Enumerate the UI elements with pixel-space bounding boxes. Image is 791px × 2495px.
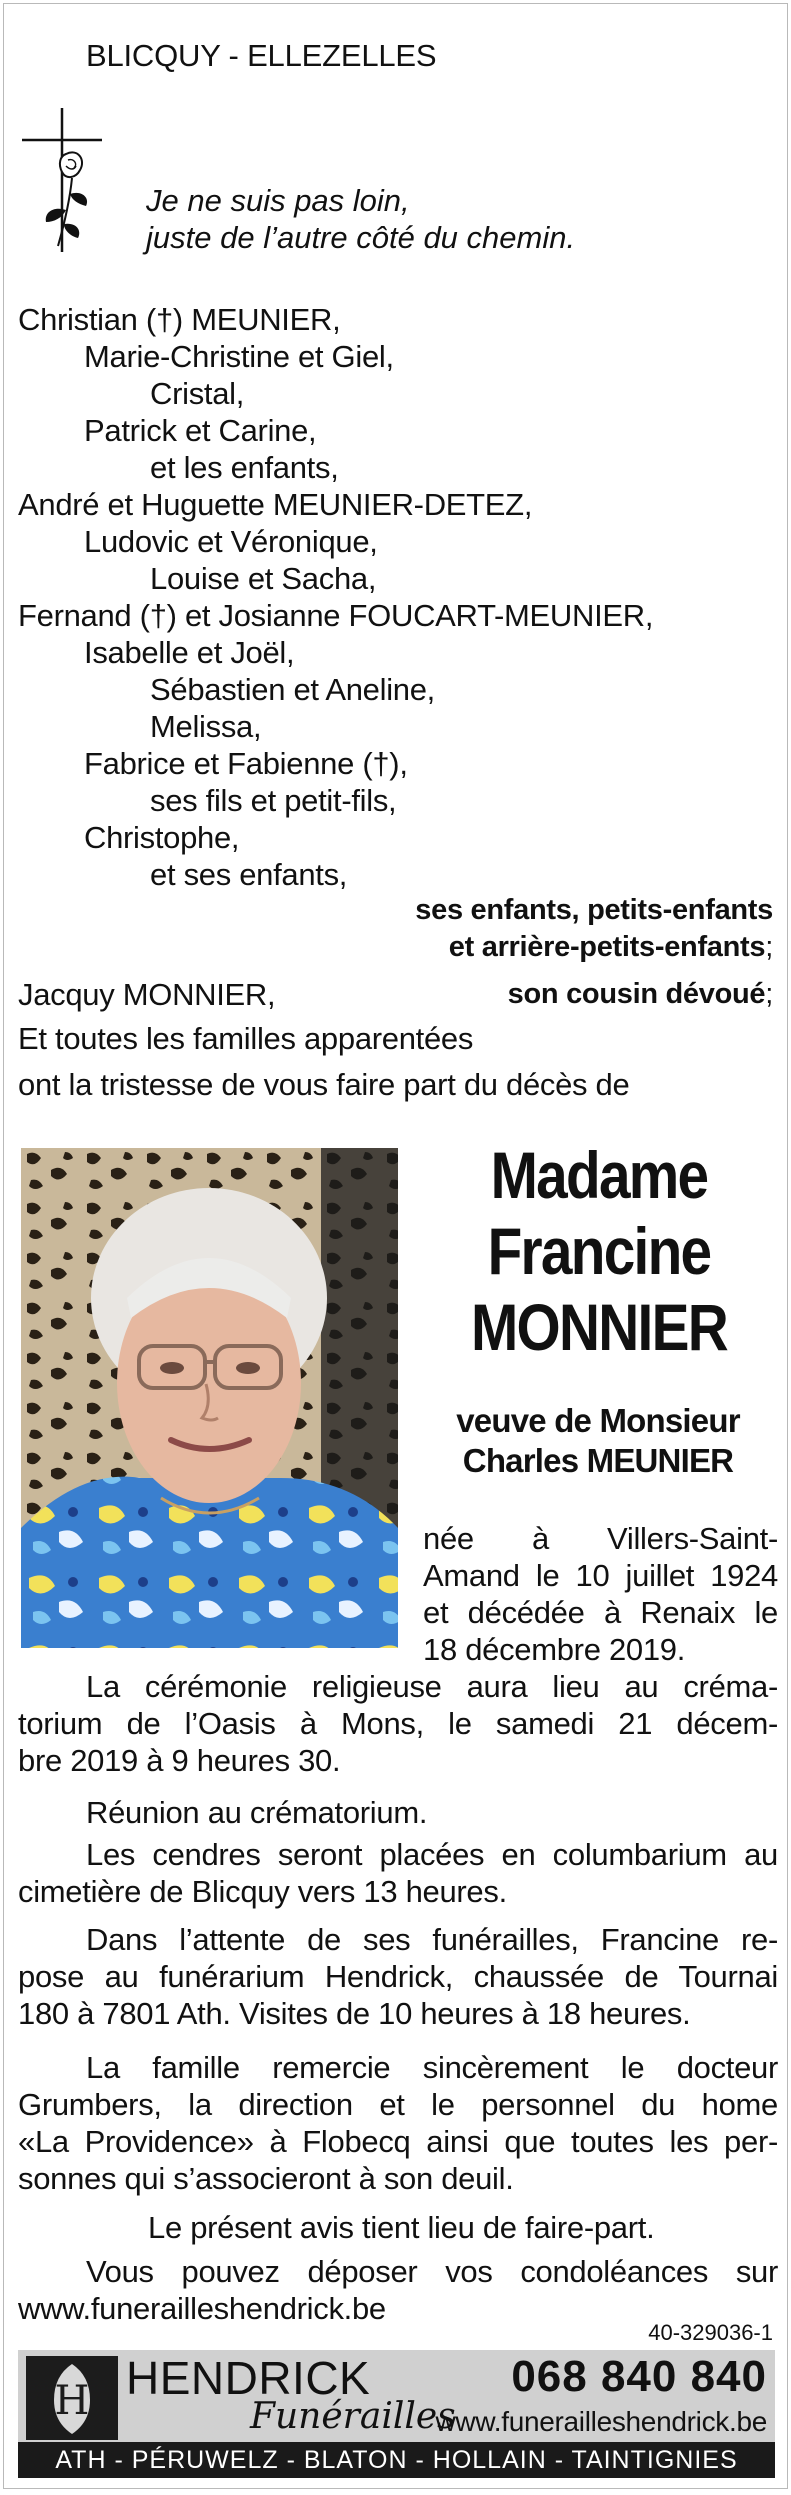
- funeral-home-subtitle: Funérailles: [250, 2396, 456, 2437]
- paragraph-line: Vous pouvez déposer vos condoléances sur: [86, 2254, 778, 2289]
- locality-header: BLICQUY - ELLEZELLES: [86, 38, 437, 73]
- paragraph-line: pose au funérarium Hendrick, chaussée de Tournai: [18, 1959, 778, 1994]
- paragraph-line: Le présent avis tient lieu de faire-part.: [148, 2210, 655, 2245]
- children-label-line-2: [449, 929, 773, 966]
- funeral-home-logo: [26, 2356, 118, 2440]
- funeral-home-name: HENDRICK: [126, 2352, 371, 2404]
- relative-line: André et Huguette MEUNIER-DETEZ,: [18, 487, 533, 522]
- families-line: Et toutes les familles apparentées: [18, 1021, 474, 1056]
- funeral-home-website: www.funerailleshendrick.be: [435, 2406, 767, 2437]
- relative-line: Ludovic et Véronique,: [84, 524, 378, 559]
- children-label-text: et arrière-petits-enfants: [448, 931, 766, 963]
- paragraph-line: Les cendres seront placées en columbarium au: [86, 1837, 778, 1872]
- paragraph-line: «La Providence» à Flobecq ainsi que toutes les per-: [18, 2124, 778, 2159]
- relative-line: Fabrice et Fabienne (†),: [84, 746, 408, 781]
- paragraph-line: La cérémonie religieuse aura lieu au créma-: [86, 1669, 778, 1704]
- cousin-punct: ;: [765, 978, 773, 1010]
- paragraph-line: Dans l’attente de ses funérailles, Francine re-: [86, 1922, 778, 1957]
- paragraph-line: Grumbers, la direction et le personnel du home: [18, 2087, 778, 2122]
- relative-line: Fernand (†) et Josianne FOUCART-MEUNIER,: [18, 598, 654, 633]
- children-label-line-1: ses enfants, petits-enfants: [415, 894, 773, 926]
- cross-rose-icon: [20, 108, 104, 252]
- birth-line: 18 décembre 2019.: [423, 1632, 686, 1667]
- deceased-title: Madame: [490, 1138, 708, 1212]
- paragraph-line: Réunion au crématorium.: [86, 1795, 428, 1830]
- paragraph-line: torium de l’Oasis à Mons, le samedi 21 décem-: [18, 1706, 778, 1741]
- cousin-name: Jacquy MONNIER,: [18, 977, 276, 1012]
- deceased-last-name: MONNIER: [470, 1290, 727, 1364]
- logo-letter: H: [54, 2378, 90, 2424]
- cousin-label: son cousin dévoué: [507, 978, 766, 1010]
- relative-line: Marie-Christine et Giel,: [84, 339, 394, 374]
- deceased-first-name: Francine: [487, 1214, 711, 1288]
- relative-line: Melissa,: [150, 709, 262, 744]
- paragraph-line: cimetière de Blicquy vers 13 heures.: [18, 1874, 507, 1909]
- relative-line: ses fils et petit-fils,: [150, 783, 397, 818]
- paragraph-line: 180 à 7801 Ath. Visites de 10 heures à 18 heures.: [18, 1996, 691, 2031]
- relative-line: Patrick et Carine,: [84, 413, 317, 448]
- paragraph-line: bre 2019 à 9 heures 30.: [18, 1743, 341, 1778]
- funeral-home-phone: 068 840 840: [511, 2352, 767, 2401]
- deceased-portrait: [21, 1148, 398, 1648]
- funeral-home-towns: ATH - PÉRUWELZ - BLATON - HOLLAIN - TAINTIGNIES: [18, 2442, 775, 2478]
- paragraph-line: La famille remercie sincèrement le docteur: [86, 2050, 778, 2085]
- widow-line-1: veuve de Monsieur: [456, 1402, 740, 1439]
- birth-line: née à Villers-Saint-: [423, 1521, 778, 1556]
- relative-line: Isabelle et Joël,: [84, 635, 295, 670]
- birth-line: et décédée à Renaix le: [423, 1595, 778, 1630]
- quote-line: Je ne suis pas loin,: [146, 183, 410, 218]
- relative-line: Sébastien et Aneline,: [150, 672, 435, 707]
- relatives-list: [18, 301, 653, 893]
- cousin-label-line: [508, 976, 773, 1013]
- relative-line: et les enfants,: [150, 450, 339, 485]
- children-label-punct: ;: [765, 931, 773, 963]
- relative-line: et ses enfants,: [150, 857, 348, 892]
- birth-line: Amand le 10 juillet 1924: [423, 1558, 778, 1593]
- relative-line: Christian (†) MEUNIER,: [18, 302, 341, 337]
- quote-block: [146, 182, 575, 256]
- relative-line: Cristal,: [150, 376, 245, 411]
- paragraph-line: sonnes qui s’associeront à son deuil.: [18, 2161, 514, 2196]
- quote-line: juste de l’autre côté du chemin.: [146, 220, 576, 255]
- obituary-notice: [3, 3, 788, 2489]
- relative-line: Christophe,: [84, 820, 240, 855]
- announce-line: ont la tristesse de vous faire part du décès de: [18, 1067, 630, 1102]
- widow-line-2: Charles MEUNIER: [462, 1442, 734, 1479]
- paragraph-line: www.funerailleshendrick.be: [18, 2291, 386, 2326]
- funeral-home-footer: [18, 2350, 775, 2478]
- relative-line: Louise et Sacha,: [150, 561, 377, 596]
- reference-number: 40-329036-1: [648, 2320, 773, 2345]
